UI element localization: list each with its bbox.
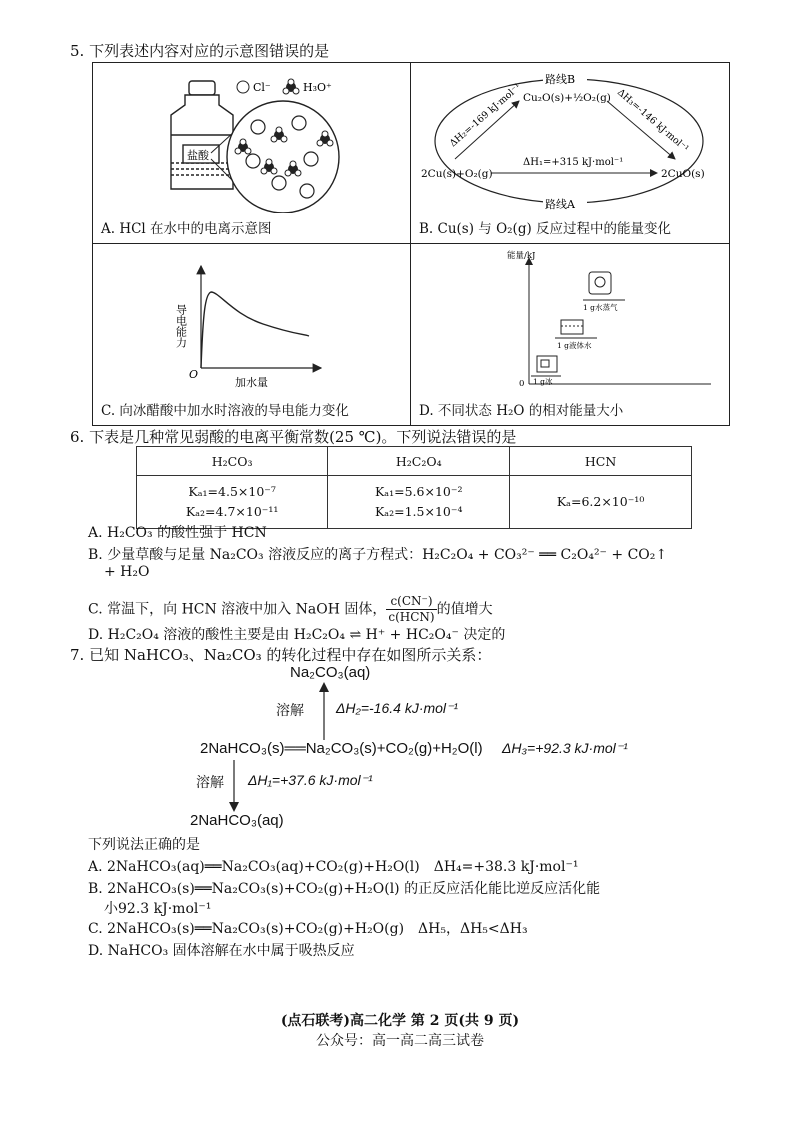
caption-a: A. HCl 在水中的电离示意图 <box>101 221 272 237</box>
ka-header-h2c2o4: H₂C₂O₄ <box>328 447 510 476</box>
dh1-label: ΔH₁=+315 kJ·mol⁻¹ <box>523 157 624 168</box>
ka-header-hcn: HCN <box>510 447 692 476</box>
route-b-label: 路线B <box>545 73 576 86</box>
origin-zero: 0 <box>519 379 525 389</box>
q7-dh2: ΔH₂=-16.4 kJ·mol⁻¹ <box>336 700 459 716</box>
cu-energy-route-diagram <box>411 63 727 213</box>
caption-b: B. Cu(s) 与 O₂(g) 反应过程中的能量变化 <box>419 221 672 237</box>
panel-a <box>93 63 411 244</box>
q5-stem: 5. 下列表述内容对应的示意图错误的是 <box>70 42 330 60</box>
q6-c-numerator: c(CN⁻) <box>386 594 436 610</box>
q6-option-d: D. H₂C₂O₄ 溶液的酸性主要是由 H₂C₂O₄ ⇌ H⁺ + HC₂O₄⁻ 决定的 <box>88 627 506 643</box>
legend-cl: Cl⁻ <box>253 81 271 94</box>
dh2-label: ΔH₂=-169 kJ·mol⁻¹ <box>447 81 524 150</box>
q7-dissolve-upper: 溶解 <box>276 703 304 719</box>
intermediate-label: Cu₂O(s)+½O₂(g) <box>523 92 611 104</box>
q6-c-pre: C. 常温下，向 HCN 溶液中加入 NaOH 固体， <box>88 601 387 618</box>
q7-bottom-species: 2NaHCO₃(aq) <box>190 812 284 829</box>
dh3-label: ΔH₃=-146 kJ·mol⁻¹ <box>615 86 691 155</box>
legend-h3o-icon <box>283 79 299 94</box>
product-label: 2CuO(s) <box>661 168 705 180</box>
q7-dissolve-lower: 溶解 <box>196 775 224 791</box>
caption-d: D. 不同状态 H₂O 的相对能量大小 <box>419 403 624 419</box>
q6-option-b-line1: B. 少量草酸与足量 Na₂CO₃ 溶液反应的离子方程式：H₂C₂O₄ + CO₃²⁻ ══ C₂O₄²⁻ + CO₂↑ <box>88 547 668 563</box>
q7-stem: 7. 已知 NaHCO₃、Na₂CO₃ 的转化过程中存在如图所示关系： <box>70 646 492 664</box>
ka-cell-h2co3 <box>137 476 328 529</box>
y-axis-label: 导电能力 <box>174 304 188 348</box>
q7-dh1: ΔH₁=+37.6 kJ·mol⁻¹ <box>248 772 373 788</box>
q7-option-b-line1: B. 2NaHCO₃(s)══Na₂CO₃(s)+CO₂(g)+H₂O(l) 的正反应活化能比逆反应活化能 <box>88 881 601 897</box>
ka-h2co3-ka2: Kₐ₂=4.7×10⁻¹¹ <box>185 504 279 519</box>
ka-h2c2o4-ka2: Kₐ₂=1.5×10⁻⁴ <box>374 504 463 519</box>
liquid-label: 1 g液体水 <box>557 341 592 350</box>
liquid-beaker-icon <box>561 320 583 334</box>
ka-cell-h2c2o4 <box>328 476 510 529</box>
q6-c-denominator: c(HCN) <box>388 610 435 624</box>
ka-cell-hcn: Kₐ=6.2×10⁻¹⁰ <box>510 476 692 529</box>
q7-main-reaction: 2NaHCO₃(s)══Na₂CO₃(s)+CO₂(g)+H₂O(l) <box>200 740 483 757</box>
q6-c-fraction <box>386 594 436 625</box>
ka-h2co3-ka1: Kₐ₁=4.5×10⁻⁷ <box>188 484 276 499</box>
water-energy-diagram <box>411 244 727 394</box>
q7-option-c: C. 2NaHCO₃(s)══Na₂CO₃(s)+CO₂(g)+H₂O(g) ΔH₅，ΔH₅<ΔH₃ <box>88 921 528 937</box>
q6-option-b-line2: + H₂O <box>104 564 150 580</box>
ka-h2c2o4-ka1: Kₐ₁=5.6×10⁻² <box>374 484 463 499</box>
page-footer: (点石联考)高二化学 第 2 页(共 9 页) <box>280 1013 520 1029</box>
q7-dh3: ΔH₃=+92.3 kJ·mol⁻¹ <box>502 740 628 756</box>
q7-option-a: A. 2NaHCO₃(aq)══Na₂CO₃(aq)+CO₂(g)+H₂O(l) ΔH₄=+38.3 kJ·mol⁻¹ <box>88 859 579 875</box>
reactants-label: 2Cu(s)+O₂(g) <box>421 168 493 180</box>
conductivity-chart <box>93 244 409 394</box>
magnified-view <box>227 101 339 213</box>
panel-d <box>411 244 729 425</box>
q7-prompt: 下列说法正确的是 <box>88 837 200 853</box>
q7-top-species: Na₂CO₃(aq) <box>290 664 371 681</box>
panel-c <box>93 244 411 425</box>
reagent-bottle-icon <box>171 81 233 189</box>
q6-c-post: 的值增大 <box>436 601 493 618</box>
caption-c: C. 向冰醋酸中加水时溶液的导电能力变化 <box>101 403 349 419</box>
q6-stem: 6. 下表是几种常见弱酸的电离平衡常数(25 ℃)。下列说法错误的是 <box>70 428 517 446</box>
ka-table <box>136 446 692 529</box>
q7-option-b-line2: 小92.3 kJ·mol⁻¹ <box>104 901 212 917</box>
panel-b <box>411 63 729 244</box>
energy-axis-label: 能量/kJ <box>507 251 536 261</box>
legend-cl-icon <box>237 81 249 93</box>
up-arrow-icon <box>318 682 330 740</box>
q6-option-a: A. H₂CO₃ 的酸性强于 HCN <box>88 525 267 541</box>
x-axis-label: 加水量 <box>235 376 268 389</box>
q5-figure-grid <box>92 62 730 426</box>
q6-option-c <box>88 594 493 625</box>
conductivity-curve <box>201 292 309 368</box>
hcl-ionization-diagram <box>93 63 409 213</box>
legend-h3o: H₃O⁺ <box>303 81 332 94</box>
vapor-label: 1 g水蒸气 <box>583 303 618 312</box>
ka-header-h2co3: H₂CO₃ <box>137 447 328 476</box>
route-a-label: 路线A <box>545 198 575 211</box>
ice-label: 1 g冰 <box>533 377 553 386</box>
origin-label: O <box>189 368 199 381</box>
watermark-line: 公众号：高一高二高三试卷 <box>316 1033 484 1049</box>
down-arrow-icon <box>228 760 240 812</box>
bottle-label: 盐酸 <box>187 149 209 162</box>
q7-option-d: D. NaHCO₃ 固体溶解在水中属于吸热反应 <box>88 943 355 959</box>
